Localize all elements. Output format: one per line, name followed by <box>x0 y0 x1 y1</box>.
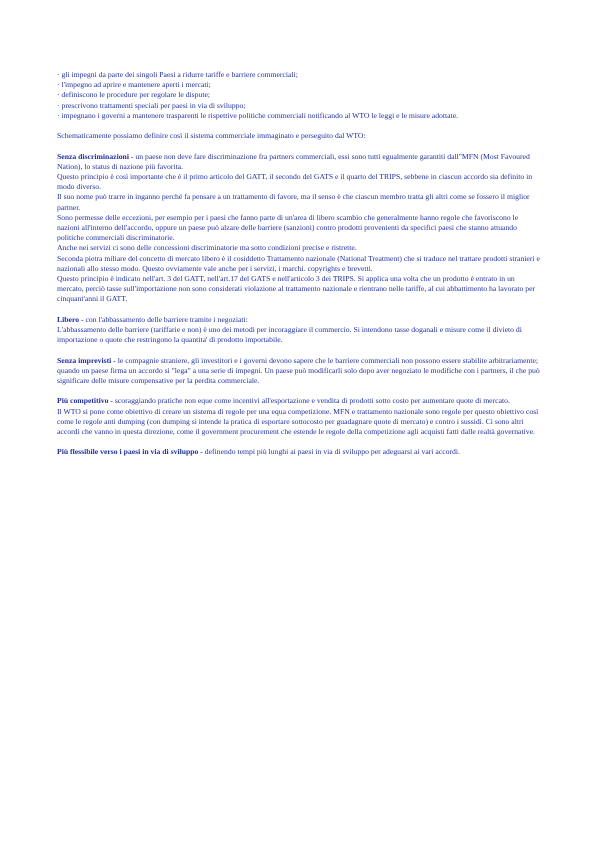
list-item: · impegnano i governi a mantenere trasparenti le rispettive politiche commerciali notificando al WTO le leggi e le misure adottate. <box>57 110 459 120</box>
section-lead-paragraph <box>57 356 541 387</box>
paragraph: L'abbassamento delle barriere (tariffarie e non) è uno dei metodi per incoraggiare il commercio. Si intendono tasse doganali e misure come il divieto di importazione o quote che restringono la quantita' di prodotto importabile. <box>57 325 522 345</box>
list-item: · prescrivono trattamenti speciali per paesi in via di sviluppo; <box>57 100 246 110</box>
spacer <box>57 437 541 447</box>
section-heading: Libero - <box>57 314 84 324</box>
section-lead-text: un paese non deve fare discriminazione fra partners commerciali, essi sono tutti egualmente garantiti dall"MFN (Most Favoured Nation), lo status di nazione più favorita. <box>57 151 530 171</box>
paragraph: Sono permesse delle eccezioni, per esempio per i paesi che fanno parte di un'area di libero scambio che generalmente hanno regole che favoriscono le nazioni all'interno dell'accordo, oppure un paese può alzare delle barriere (sanzioni) contro prodotti provenienti da specifici paesi che stanno attuando politiche commerciali discriminatorie. <box>57 212 519 243</box>
section-heading: Senza discriminazioni - <box>57 151 134 161</box>
commitments-list <box>57 70 541 121</box>
paragraph: Questo principio è indicato nell'art. 3 del GATT, nell'art.17 del GATS e nell'articolo 3 dei TRIPS. Si applica una volta che un prodotto è entrato in un mercato, perciò tasse sull'importazione non sono considerati violazione al trattamento nazionale e rientrano nelle tariffe, al cui abbattimento ha lavorato per cinquant'anni il GATT. <box>57 274 536 304</box>
paragraph: Seconda pietra miliare del concetto di mercato libero è il cosiddetto Trattamento nazionale (National Treatment) che si traduce nel trattare prodotti stranieri e nazionali allo stesso modo. Questo ovviamente vale anche per i servizi, i marchi. copyrights e brevetti. <box>57 253 540 273</box>
list-item: · l'impegno ad aprire e mantenere aperti i mercati; <box>57 80 211 90</box>
spacer <box>57 121 541 131</box>
spacer <box>57 305 541 315</box>
section-senza-imprevisti <box>57 356 541 387</box>
section-piu-flessibile <box>57 447 541 457</box>
section-lead-text: le compagnie straniere, gli investitori e i governi devono sapere che le barriere commerciali non possono essere stabilite arbitrariamente; quando un paese firma un accordo si "lega" a una serie di impegni. Un paese può modificarli solo dopo aver negoziato le modifiche con i partners, il che può significare delle misure compensative per la perdita commerciale. <box>57 355 540 386</box>
spacer <box>57 386 541 396</box>
section-senza-discriminazioni <box>57 152 541 305</box>
section-libero <box>57 315 541 346</box>
spacer <box>57 345 541 355</box>
spacer <box>57 141 541 151</box>
paragraph: Questo principio è così importante che è il primo articolo del GATT, il secondo del GATS e il quarto del TRIPS, sebbene in ciascun accordo sia definito in modo diverso. <box>57 172 533 192</box>
section-lead-paragraph <box>57 152 541 172</box>
section-heading: Senza imprevisti - <box>57 355 116 365</box>
paragraph: Il suo nome può trarre in inganno perché fa pensare a un trattamento di favore, ma il senso è che ciascun membro tratta gli altri come se fossero il miglior partner. <box>57 192 530 212</box>
intro-paragraph: Schematicamente possiamo definire così il sistema commerciale immaginato e perseguito dal WTO: <box>57 131 366 141</box>
section-lead-text: definendo tempi più lunghi ai paesi in via di sviluppo per adeguarsi ai vari accordi. <box>202 447 460 457</box>
document-body <box>57 70 541 458</box>
section-lead-text: con l'abbassamento delle barriere tramite i negoziati: <box>83 314 248 324</box>
section-lead-paragraph <box>57 447 541 457</box>
section-heading: Più flessibile verso i paesi in via di sviluppo - <box>57 447 203 457</box>
paragraph: Anche nei servizi ci sono delle concessioni discriminatorie ma sotto condizioni precise e ristrette. <box>57 243 357 253</box>
list-item: · definiscono le procedure per regolare le dispute; <box>57 90 211 100</box>
paragraph: Il WTO si pone come obiettivo di creare un sistema di regole per una equa competizione. MFN e trattamento nazionale sono regole per questo obiettivo così come le regole anti dumping (con dumping si intende la pratica di esportare sottocosto per guadagnare quote di mercato) e contro i sussidi. Ci sono altri accordi che vanno in questa direzione, come il government procurement che estende le regole della competizione agli acquisti fatti dalle realtà governative. <box>57 406 539 437</box>
section-lead-text: scoraggiando pratiche non eque come incentivi all'esportazione e vendita di prodotti sotto costo per aumentare quote di mercato. <box>112 396 510 406</box>
section-lead-paragraph <box>57 315 541 325</box>
list-item: · gli impegni da parte dei singoli Paesi a ridurre tariffe e barriere commerciali; <box>57 70 298 79</box>
section-lead-paragraph <box>57 396 541 406</box>
section-piu-competitivo <box>57 396 541 437</box>
section-heading: Più competitivo - <box>57 396 113 406</box>
